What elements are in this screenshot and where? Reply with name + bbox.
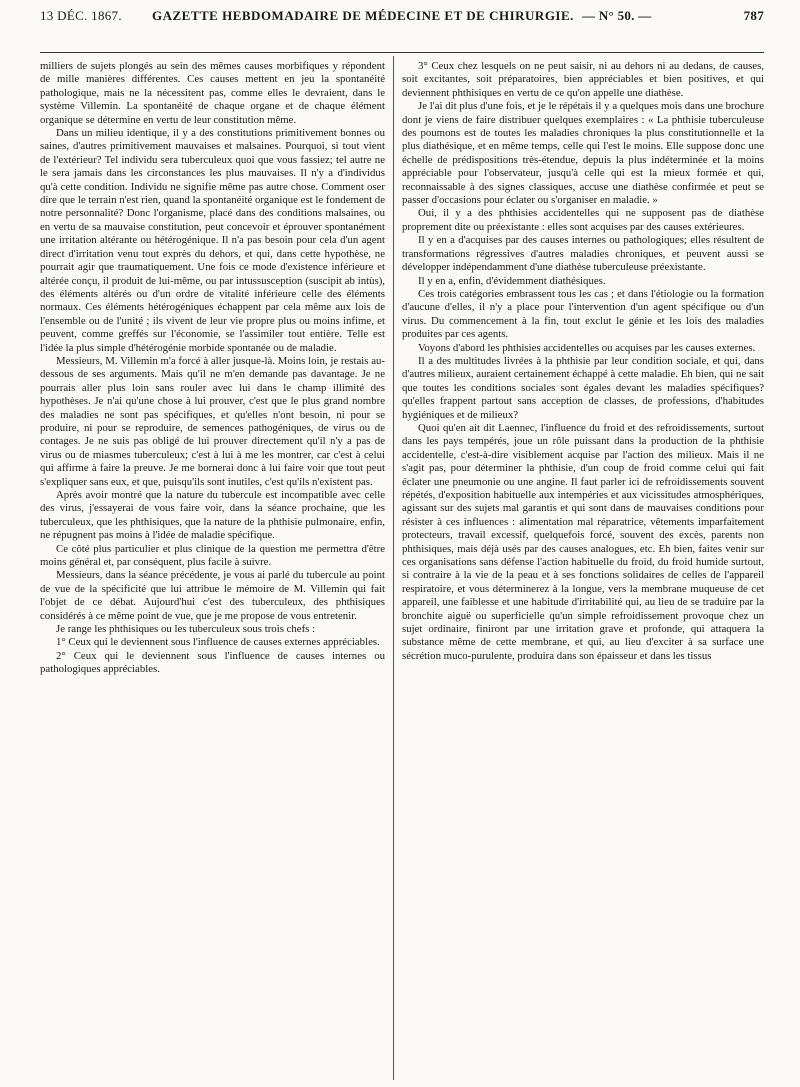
column-divider — [393, 56, 394, 1080]
paragraph: Il y en a, enfin, d'évidemment diathésiques. — [418, 274, 606, 287]
paragraph: Voyons d'abord les phthisies accidentelles ou acquises par les causes externes. — [418, 341, 756, 354]
paragraph: Messieurs, dans la séance précédente, je vous ai parlé du tubercule au point de vue de la spécificité que lui attribue le mémoire de M. Villemin qui fait l'objet de ce débat. Aujourd'hui c'est des tuberculeux, des phthisiques considérés à ce même point de vue, que je me propose de vous entretenir. — [40, 569, 385, 622]
right-column — [402, 60, 764, 1080]
header-date: 13 DÉC. 1867. — [40, 8, 122, 23]
paragraph: 2° Ceux qui le deviennent sous l'influence de causes internes ou pathologiques appréciables. — [40, 649, 385, 676]
paragraph: 1° Ceux qui le deviennent sous l'influence de causes externes appréciables. — [56, 636, 380, 649]
running-header — [40, 0, 764, 53]
paragraph: 3° Ceux chez lesquels on ne peut saisir, ni au dehors ni au dedans, de causes, soit excitantes, soit préparatoires, bien appréciables et bien positives, et qui deviennent phthisiques en vertu de ce qu'on appelle une diathèse. — [402, 60, 764, 99]
header-page-number: 787 — [743, 8, 764, 23]
header-journal-title: GAZETTE HEBDOMADAIRE DE MÉDECINE ET DE CHIRURGIE. — [152, 8, 574, 23]
paragraph: milliers de sujets plongés au sein des mêmes causes morbifiques y répondent de mille manières différentes. Ces causes mettent en jeu la spontanéité pathologique, mais ne la nécessitent pas, comme elles le devraient, dans le système Villemin. La spontanéité de chaque organe et de chaque élément organique se détermine en vertu de leur constitution même. — [40, 60, 385, 126]
paragraph: Messieurs, M. Villemin m'a forcé à aller jusque-là. Moins loin, je restais au-dessous de ses arguments. Mais qu'il ne m'en demande pas davantage. Je ne pourrais aller plus loin sans rouler avec lui dans le champ illimité des hypothèses. Je n'ai qu'une chose à lui prouver, c'est que le plus grand nombre des maladies ne sont pas spécifiques, et qu'elles n'ont besoin, ni pour se produire, ni pour se reproduire, de semences pathogéniques, de virus ou de contages. Je ne suis pas obligé de lui prouver directement qu'il n'y a pas de virus ou de miasmes tuberculeux; c'est à lui à me les montrer, car c'est à celui qui affirme à faire la preuve. Je me bornerai donc à lui faire voir que tout peut s'expliquer sans eux, et que, puisqu'ils sont inutiles, c'est qu'ils n'existent pas. — [40, 354, 385, 488]
paragraph: Après avoir montré que la nature du tubercule est incompatible avec celle des virus, j'essayerai de vous faire voir, dans la séance prochaine, que les tuberculeux, que les phthisiques, que la nature de la phthisie pulmonaire, enfin, ne répugnent pas moins à l'idée de maladie spécifique. — [40, 489, 385, 542]
paragraph: Ces trois catégories embrassent tous les cas ; et dans l'étiologie ou la formation d'aucune d'elles, il n'y a place pour l'intervention d'un agent spécifique ou d'un virus. Du commencement à la fin, tout exclut le génie et les lois des maladies produites par ces agents. — [402, 287, 764, 341]
paragraph: Il y en a d'acquises par des causes internes ou pathologiques; elles résultent de transformations régressives d'autres maladies chroniques, et peuvent aussi se développer indépendamment d'une diathèse tuberculeuse préexistante. — [402, 234, 764, 274]
paragraph: Quoi qu'en ait dit Laennec, l'influence du froid et des refroidissements, surtout dans les pays tempérés, joue un rôle puissant dans la production de la phthisie accidentelle, c'est-à-dire visiblement acquise par l'action des milieux. Mais il ne s'agit pas, pour déterminer la phthisie, d'un coup de froid comme celui qui fait éclater une pneumonie ou une angine. Il faut parler ici de refroidissements souvent répétés, d'exposition habituelle aux intempéries et aux vicissitudes atmosphériques, agissant sur des sujets mal garantis et qui sont dans de mauvaises conditions pour résister à ces influences : alimentation mal réparatrice, vêtements imparfaitement protecteurs, travail excessif, quelquefois forcé, souvent des excès, parents non phthisiques, mais déjà usés par des causes analogues, etc. Eh bien, faites venir sur ces organisations sans défense l'action habituelle du froid, du froid humide surtout, si contraire à la vie de la peau et à ses fonctions solidaires de celles de l'appareil respiratoire, et vous déterminerez à la longue, vers la membrane muqueuse de cet appareil, une faiblesse et une habitude d'irritabilité qui, au lieu de se traduire par la bronchite aiguë ou superficielle qu'un simple refroidissement provoque chez un sujet ordinaire, finiront par une irritation grave et profonde, qui attaquera la substance même de cette membrane, et qui, au lieu d'exciter à sa surface une sécrétion muco-purulente, produira dans son épaisseur et dans les tissus — [402, 421, 764, 662]
paragraph: Ce côté plus particulier et plus clinique de la question me permettra d'être moins général et, par conséquent, plus facile à suivre. — [40, 542, 385, 569]
header-issue-number: — N° 50. — — [582, 8, 652, 23]
paragraph: Il a des multitudes livrées à la phthisie par leur condition sociale, et qui, dans d'autres milieux, auraient certainement échappé à cette maladie. Eh bien, qui ne sait que toutes les conditions sociales sont égales devant les maladies spécifiques? qu'elles frappent partout sans acception de classes, de professions, d'habitudes hygiéniques et de milieux? — [402, 354, 764, 421]
paragraph: Oui, il y a des phthisies accidentelles qui ne supposent pas de diathèse proprement dite ou préexistante : elles sont acquises par des causes extérieures. — [402, 207, 764, 233]
paragraph: Je range les phthisiques ou les tuberculeux sous trois chefs : — [56, 623, 316, 636]
paragraph: Je l'ai dit plus d'une fois, et je le répétais il y a quelques mois dans une brochure dont je viens de faire distribuer quelques exemplaires : « La phthisie tuberculeuse des poumons est de toutes les maladies chroniques la plus constitutionnelle et la plus diathésique, et en même temps, celle qui l'est le moins. Elle suppose donc une échelle de prédispositions très-étendue, depuis la plus indéterminée et la moins appréciable pour l'observateur, jusqu'à celle qui est la mieux formée et qui, reconnaissable à des signes classiques, accuse une diathèse confirmée et peut se passer d'occasions pour éclater ou s'organiser en maladie. » — [402, 100, 764, 207]
paragraph: Dans un milieu identique, il y a des constitutions primitivement bonnes ou saines, d'autres primitivement mauvaises et malsaines. Pourquoi, si tout vient de l'extérieur? Tel individu sera tuberculeux quoi que vous fassiez; tel autre ne le sera jamais dans les circonstances les plus mauvaises. Il n'y a d'individus qu'à cette condition. Individu ne signifie même pas autre chose. Comment oser dire que le terrain n'est rien, quand la spontanéité organique est le fondement de notre personnalité? Donc l'organisme, placé dans des conditions malsaines, ou en vertu de sa mauvaise constitution, peut concevoir et éprouver spontanément une irritation altérante ou hétérogénique. Il n'a pas besoin pour cela d'un agent direct d'irritation venu tout exprès du dehors, et qui, dans cette hypothèse, ne pourrait agir que traumatiquement. Une fois ce mode d'existence inférieure et altérée conçu, il produit de lui-même, ou par intussusception (suscipit ab intùs), des éléments altérés ou d'un ordre de vitalité inférieure celle des éléments normaux. Ces éléments hétérogéniques échappent par cela même aux lois de l'ensemble ou de l'unité ; ils vivent de leur vie propre plus ou moins infime, et peuvent, comme greffés sur l'économie, se l'assimiler tout entière. Telle est l'idée la plus simple d'hétérogénie morbide spontanée ou de maladie. — [40, 127, 385, 354]
left-column — [40, 60, 385, 1080]
